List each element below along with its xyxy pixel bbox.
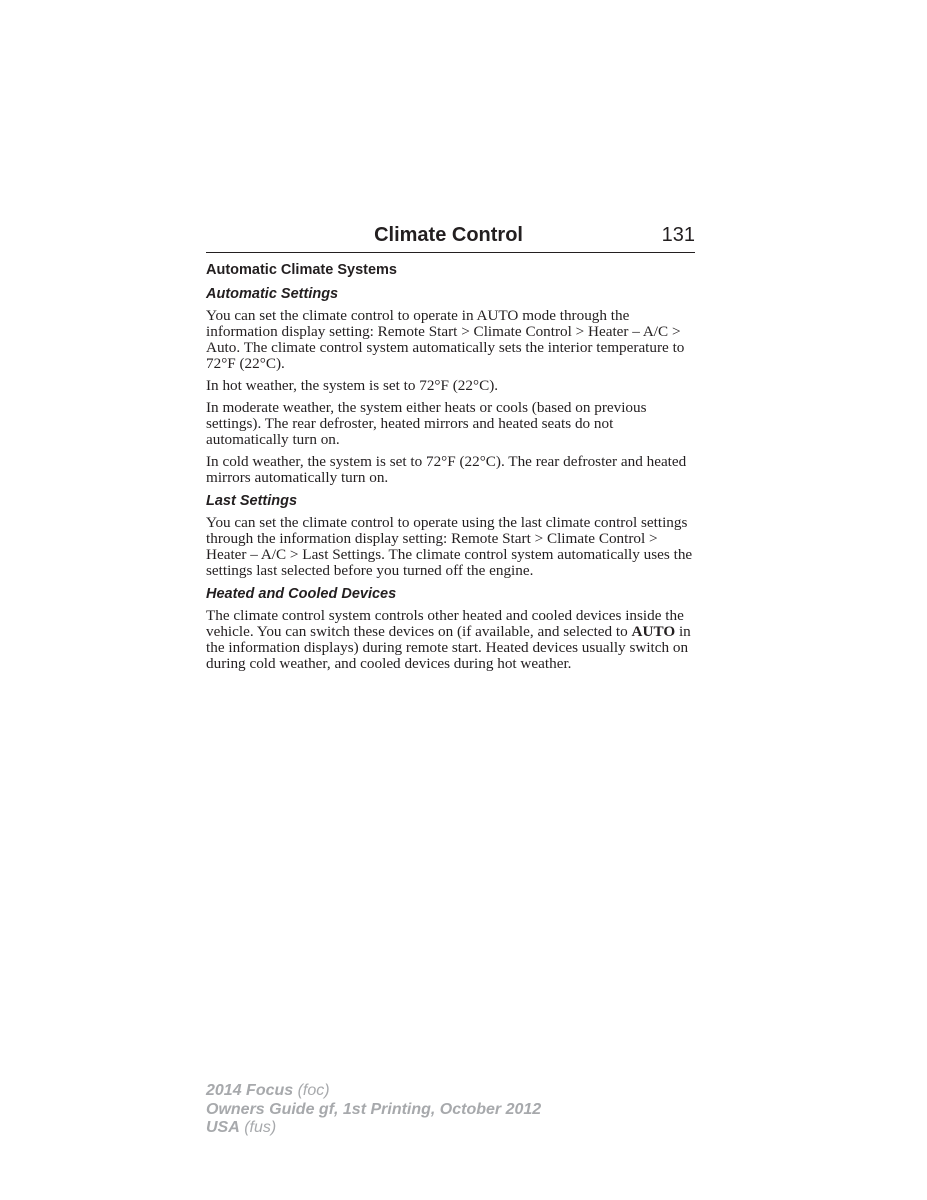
paragraph: In hot weather, the system is set to 72°F (22°C). [206,377,499,394]
footer-market: USA [206,1119,240,1136]
paragraph [206,608,695,672]
footer-line-model [206,1082,541,1101]
footer-model-code: (foc) [293,1082,330,1099]
footer-market-code: (fus) [239,1119,277,1136]
auto-keyword: AUTO [631,623,676,640]
footer-line-printing: Owners Guide gf, 1st Printing, October 2012 [206,1100,542,1118]
page-content [206,261,695,678]
paragraph: You can set the climate control to operate using the last climate control settings through the information display setting: Remote Start > Climate Control > Heater – A/C > Last Settings. The climate control system automatically uses the settings last selected before you turned off the engine. [206,514,693,579]
paragraph: In cold weather, the system is set to 72°F (22°C). The rear defroster and heated mirrors automatically turn on. [206,453,687,486]
subheading-last-settings: Last Settings [206,493,298,509]
paragraph: In moderate weather, the system either heats or cools (based on previous settings). The rear defroster, heated mirrors and heated seats do not automatically turn on. [206,399,647,448]
page-number: 131 [661,224,695,246]
subheading-heated-cooled-devices: Heated and Cooled Devices [206,586,397,602]
section-heading: Automatic Climate Systems [206,262,397,278]
print-footer [206,1082,541,1138]
subheading-automatic-settings: Automatic Settings [206,286,339,302]
page-title: Climate Control [374,224,523,246]
paragraph-text: The climate control system controls other heated and cooled devices inside the vehicle. You can switch these devices on (if available, and selected to [206,607,684,640]
paragraph: You can set the climate control to operate in AUTO mode through the information display setting: Remote Start > Climate Control > Heater – A/C > Auto. The climate control system automatically sets the interior temperature to 72°F (22°C). [206,307,685,372]
footer-model: 2014 Focus [206,1082,294,1099]
footer-line-market [206,1119,541,1138]
page-header [206,222,695,253]
paragraph-text: in the information displays) during remote start. Heated devices usually switch on during cold weather, and cooled devices during hot weather. [206,623,691,672]
